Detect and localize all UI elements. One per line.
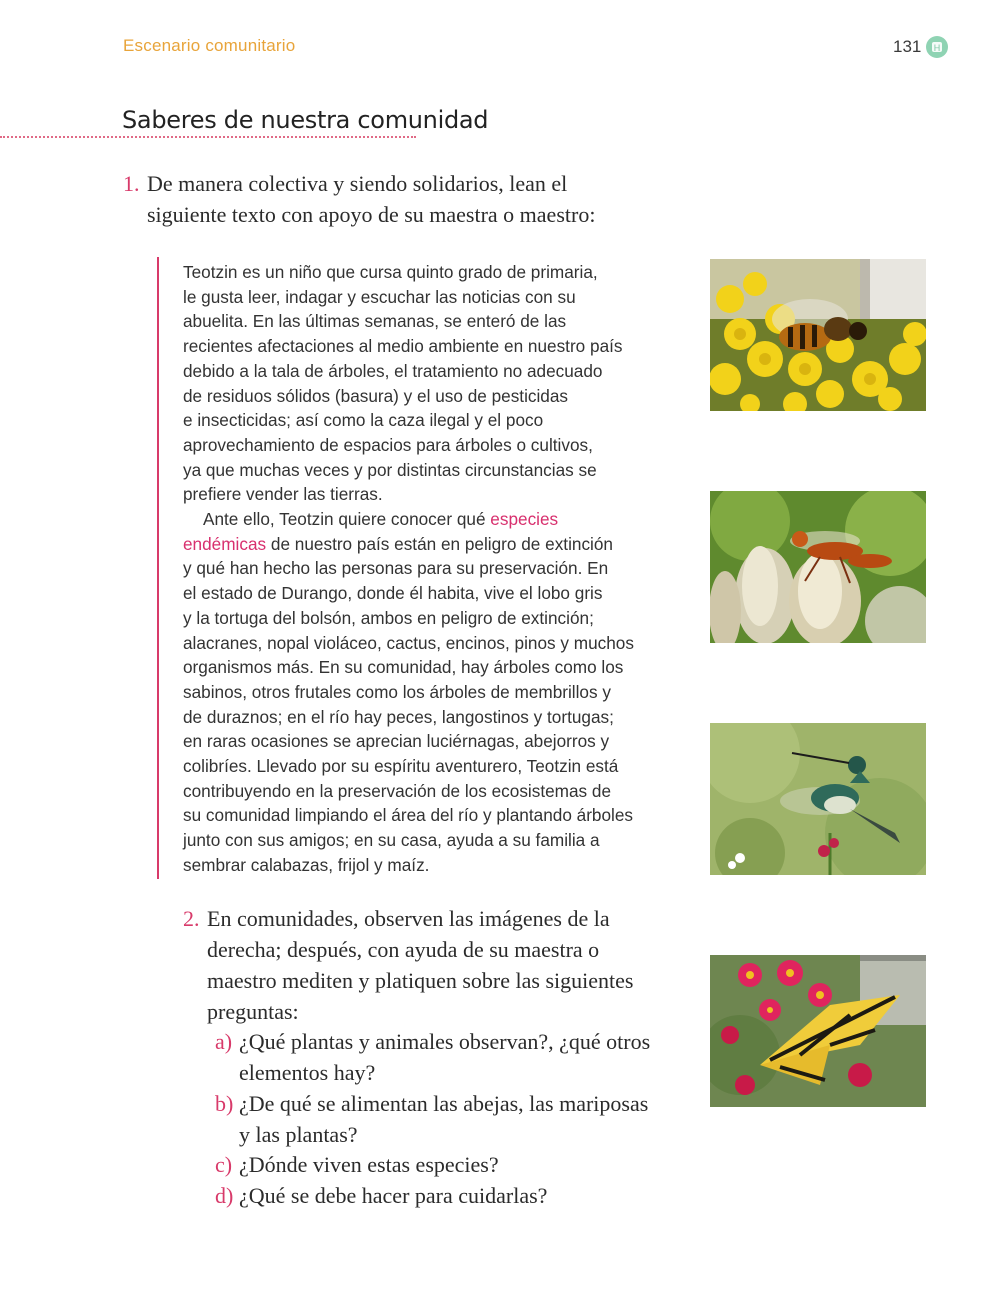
reading-line: en raras ocasiones se aprecian luciérnagas, abejorros y [183, 731, 610, 752]
reading-line: organismos más. En su comunidad, hay árboles como los [183, 657, 624, 678]
reading-line: abuelita. En las últimas semanas, se enteró de las [183, 311, 567, 332]
question-d [215, 1180, 665, 1211]
reading-line: sembrar calabazas, frijol y maíz. [183, 854, 430, 875]
question-b [215, 1088, 665, 1150]
reading-line: aprovechamiento de espacios para árboles o cultivos, [183, 434, 593, 455]
reading-line: le gusta leer, indagar y escuchar las noticias con su [183, 286, 576, 307]
instruction-line: derecha; después, con ayuda de su maestra o [207, 937, 600, 962]
section-title: Saberes de nuestra comunidad [122, 106, 489, 134]
glossary-term: endémicas [183, 533, 267, 554]
reading-line: recientes afectaciones al medio ambiente en nuestro país [183, 336, 623, 357]
bee-photo [710, 259, 926, 411]
reading-line: de residuos sólidos (basura) y el uso de pesticidas [183, 385, 569, 406]
instruction-line: En comunidades, observen las imágenes de la [207, 906, 610, 931]
reading-line: prefiere vender las tierras. [183, 484, 383, 505]
butterfly-photo [710, 955, 926, 1107]
reading-text: de nuestro país están en peligro de extinción [266, 533, 613, 554]
reading-line: el estado de Durango, donde él habita, vive el lobo gris [183, 583, 603, 604]
reading-text: Ante ello, Teotzin quiere conocer qué [203, 509, 491, 530]
question-letter: d) [215, 1183, 234, 1208]
reading-line: alacranes, nopal violáceo, cactus, encinos, pinos y muchos [183, 632, 634, 653]
title-divider [0, 136, 416, 138]
reading-line: su comunidad limpiando el área del río y plantando árboles [183, 805, 634, 826]
question-line: ¿De qué se alimentan las abejas, las mariposas [239, 1091, 649, 1116]
reading-line [183, 532, 663, 557]
reading-line: colibríes. Llevado por su espíritu aventurero, Teotzin está [183, 756, 619, 777]
question-c [215, 1149, 665, 1180]
reading-line: debido a la tala de árboles, el tratamiento no adecuado [183, 360, 603, 381]
reading-line [183, 507, 663, 532]
page-number: 131 [893, 37, 922, 56]
section-badge-icon [926, 36, 948, 58]
instruction-1 [123, 168, 643, 230]
question-line: elementos hay? [239, 1060, 376, 1085]
reading-passage [183, 260, 663, 878]
reading-line: Teotzin es un niño que cursa quinto grado de primaria, [183, 262, 598, 282]
reading-line: ya que muchas veces y por distintas circunstancias se [183, 459, 597, 480]
reading-line: e insecticidas; así como la caza ilegal y el poco [183, 410, 544, 431]
reading-line: contribuyendo en la preservación de los ecosistemas de [183, 780, 612, 801]
question-line: ¿Qué plantas y animales observan?, ¿qué otros [239, 1029, 651, 1054]
question-letter: c) [215, 1152, 233, 1177]
svg-text:H: H [933, 43, 941, 53]
question-letter: b) [215, 1091, 234, 1116]
question-line: y las plantas? [239, 1122, 358, 1147]
reading-line: y qué han hecho las personas para su preservación. En [183, 558, 609, 579]
reading-line: junto con sus amigos; en su casa, ayuda a su familia a [183, 830, 600, 851]
reading-line: de duraznos; en el río hay peces, langostinos y tortugas; [183, 706, 614, 727]
reading-accent-bar [157, 257, 159, 879]
wasp-photo [710, 491, 926, 643]
instruction-line: maestro mediten y platiquen sobre las siguientes [207, 968, 634, 993]
scenario-label: Escenario comunitario [123, 36, 296, 55]
item-number: 1. [123, 171, 140, 196]
reading-line: y la tortuga del bolsón, ambos en peligro de extinción; [183, 607, 594, 628]
instruction-line: preguntas: [207, 999, 299, 1024]
hummingbird-photo [710, 723, 926, 875]
question-line: ¿Dónde viven estas especies? [239, 1152, 499, 1177]
question-letter: a) [215, 1029, 233, 1054]
question-line: ¿Qué se debe hacer para cuidarlas? [239, 1183, 548, 1208]
reading-line: sabinos, otros frutales como los árboles de membrillos y [183, 681, 611, 702]
item-number: 2. [183, 906, 200, 931]
instruction-2 [183, 903, 653, 1027]
glossary-term: especies [490, 509, 559, 530]
instruction-line: De manera colectiva y siendo solidarios, lean el [147, 171, 568, 196]
question-a [215, 1026, 665, 1088]
instruction-line: siguiente texto con apoyo de su maestra o maestro: [147, 202, 596, 227]
